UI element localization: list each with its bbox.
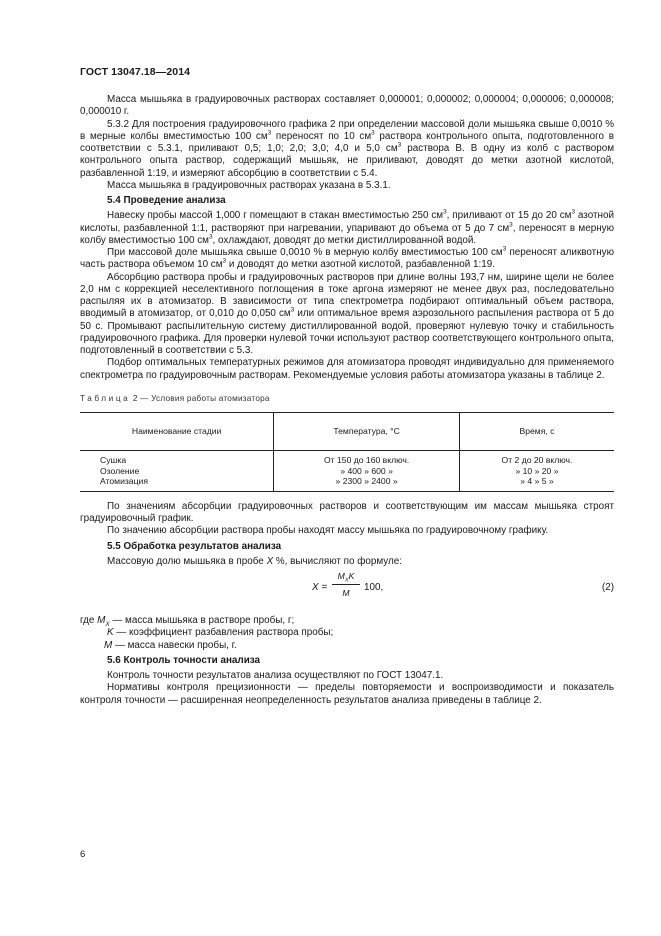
table-row bbox=[80, 451, 614, 492]
section-heading-5-5: 5.5 Обработка результатов анализа bbox=[107, 540, 282, 552]
paragraph-temperature-modes: Подбор оптимальных температурных режимов для атомизатора проводят индивидуально для применяемого спектрометра по градуировочным растворам. Рекомендуемые условия работы атомизатора указаны в таблице 2. bbox=[80, 357, 614, 381]
definition-k: K — коэффициент разбавления раствора пробы; bbox=[107, 627, 334, 639]
header-time: Время, с bbox=[459, 413, 614, 451]
formula-2 bbox=[80, 570, 614, 612]
paragraph-mass-reference: Масса мышьяка в градуировочных растворах указана в 5.3.1. bbox=[107, 179, 391, 191]
definition-m: M — масса навески пробы, г. bbox=[104, 639, 237, 651]
document-body bbox=[80, 94, 614, 707]
paragraph-precision-norms: Нормативы контроля прецизионности — пределы повторяемости и воспроизводимости и показатель контроля точности — расширенная неопределенность результатов анализа приведены в таблице 2. bbox=[80, 682, 614, 706]
section-heading-5-4: 5.4 Проведение анализа bbox=[107, 195, 226, 206]
formula-numerator: $M_XK$ bbox=[337, 571, 355, 584]
formula-multiplier: 100, bbox=[364, 582, 384, 594]
formula-definitions bbox=[80, 615, 614, 652]
paragraph-aliquot: При массовой доле мышьяка свыше 0,0010 % в мерную колбу вместимостью 100 $см^3$ переносят аликвотную часть раствора объемом 10 $см^3$ и доводят до метки азотной кислотой, разбавленной 1:19. bbox=[80, 245, 615, 271]
header-temperature: Температура, °С bbox=[274, 413, 460, 451]
paragraph-formula-intro: Массовую долю мышьяка в пробе X %, вычисляют по формуле: bbox=[107, 555, 402, 567]
table-caption: Таблица 2 — Условия работы атомизатора bbox=[80, 393, 270, 403]
formula-denominator: M bbox=[342, 588, 350, 599]
paragraph-mass-values: Масса мышьяка в градуировочных растворах составляет 0,000001; 0,000002; 0,000004; 0,000006; 0,000008; 0,000010 г. bbox=[80, 94, 614, 118]
time-cell: От 2 до 20 включ. » 10 » 20 » » 4 » 5 » bbox=[459, 451, 614, 492]
temperature-cell: От 150 до 160 включ. » 400 » 600 » » 2300 » 2400 » bbox=[274, 451, 460, 492]
paragraph-5-3-2: 5.3.2 Для построения градуировочного графика 2 при определении массовой доли мышьяка свыше 0,0010 % в мерные колбы вместимостью 100 $см^3$ переносят по 10 $см^3$ раствора контрольного опыта, подготовленного в соответствии с 5.3.1, приливают 0,5; 1,0; 2,0; 3,0; 4,0 и 5,0 $см^3$ раствора В. В одну из колб с раствором контрольного опыта раствор, содержащий мышьяк, не приливают, доводят до метки азотной кислотой, разбавленной 1:19, и измеряют абсорбцию в соответствии с 5.4. bbox=[80, 118, 614, 179]
header-stage: Наименование стадии bbox=[80, 413, 274, 451]
stage-cell: Сушка Озоление Атомизация bbox=[80, 451, 274, 492]
atomizer-conditions-table bbox=[80, 412, 614, 492]
page-number: 6 bbox=[80, 849, 86, 860]
fraction-bar bbox=[332, 584, 360, 585]
paragraph-absorption: Абсорбцию раствора пробы и градуировочных растворов при длине волны 193,7 нм, ширине щели не более 2,0 нм с коррекцией неселективного поглощения в токе аргона измеряют не менее двух раз, последовательно распыляя их в атомизатор. В зависимости от типа спектрометра подбирают оптимальный объем раствора, вводимый в атомизатор, от 0,010 до 0,050 $см^3$ или оптимальное время аэрозольного распыления раствора от 5 до 50 с. Промывают распылительную систему дистиллированной водой, проверяют нулевую точку и стабильность градуировочного графика. Для проверки нулевой точки используют раствор соответствующего контрольного опыта, подготовленный в соответствии с 5.3. bbox=[80, 271, 615, 356]
section-heading-5-6: 5.6 Контроль точности анализа bbox=[107, 654, 261, 666]
paragraph-sample: Навеску пробы массой 1,000 г помещают в стакан вместимостью 250 $см^3$, приливают от 15 до 20 $см^3$ азотной кислоты, разбавленной 1:1, растворяют при нагревании, упаривают до объема от 5 до 7 $см^3$, переносят в мерную колбу вместимостью 100 $см^3$, охлаждают, доводят до метки дистиллированной водой. bbox=[80, 208, 615, 246]
formula-fraction bbox=[332, 570, 360, 599]
paragraph-accuracy-control: Контроль точности результатов анализа осуществляют по ГОСТ 13047.1. bbox=[107, 670, 444, 682]
formula-number: (2) bbox=[601, 582, 614, 594]
formula-lhs: X = bbox=[312, 582, 328, 594]
table-header-row bbox=[80, 413, 614, 451]
paragraph-calibration-graph: По значениям абсорбции градуировочных растворов и соответствующим им массам мышьяка строят градуировочный график. bbox=[80, 500, 614, 525]
paragraph-sample-mass: По значению абсорбции раствора пробы находят массу мышьяка по градуировочному графику. bbox=[107, 525, 549, 537]
definition-mx: где $M_X$ — масса мышьяка в растворе пробы, г; bbox=[80, 615, 295, 628]
document-header: ГОСТ 13047.18—2014 bbox=[80, 66, 191, 78]
